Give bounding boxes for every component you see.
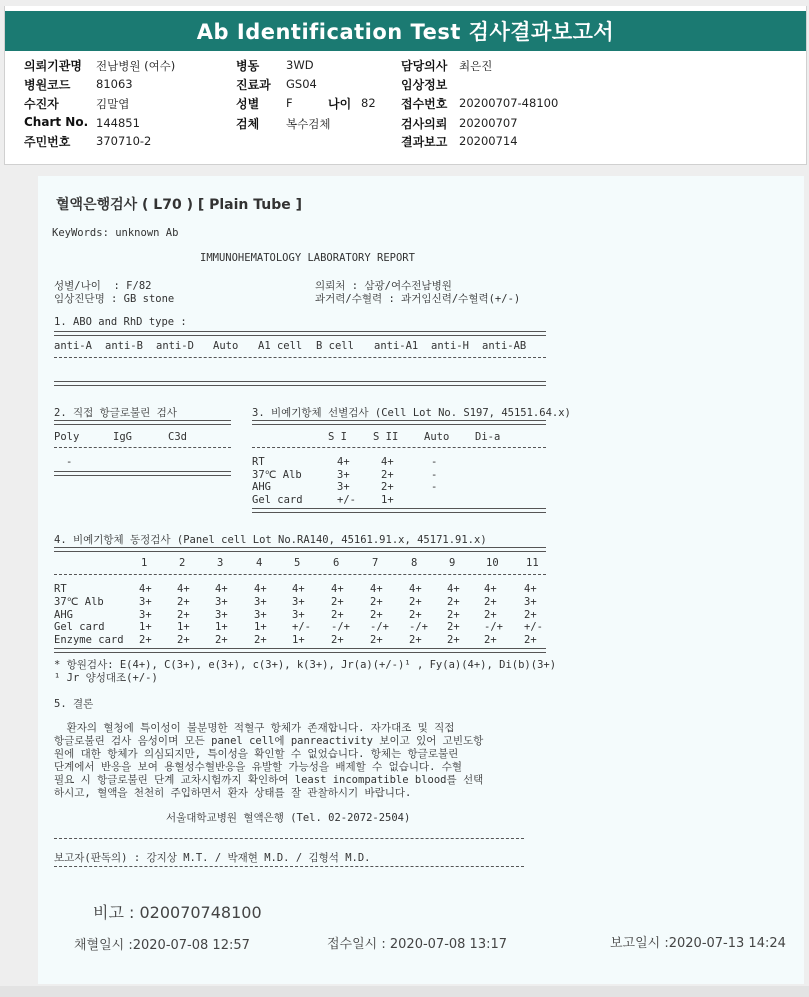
history-line: 과거력/수혈력 : 과거임신력/수혈력(+/-) bbox=[315, 293, 521, 305]
panel-column-header: 10 bbox=[486, 557, 499, 569]
panel-cell-value: 2+ bbox=[331, 608, 344, 621]
age-value: 82 bbox=[361, 96, 376, 110]
divider bbox=[54, 547, 546, 552]
panel-cell-value: 1+ bbox=[139, 621, 152, 634]
screen-si-value: 4+ bbox=[337, 456, 350, 468]
panel-cell-value: 2+ bbox=[409, 608, 422, 621]
abo-header: anti-B bbox=[105, 340, 143, 352]
panel-cell-value: 2+ bbox=[370, 608, 383, 621]
section-3-title: 3. 비예기항체 선별검사 (Cell Lot No. S197, 45151.64.x) bbox=[252, 407, 571, 419]
panel-cell-value: +/- bbox=[292, 621, 311, 634]
panel-cell-value: 2+ bbox=[177, 595, 190, 608]
panel-cell-value: 2+ bbox=[254, 634, 267, 647]
panel-cell-value: 1+ bbox=[254, 621, 267, 634]
antigen-note: * 항원검사: E(4+), C(3+), e(3+), c(3+), k(3+), Jr(a)(+/-)¹ , Fy(a)(4+), Di(b)(3+) bbox=[54, 659, 557, 671]
abo-header: anti-H bbox=[431, 340, 469, 352]
conclusion-line: 항글로불린 검사 음성이며 모든 panel cell에 panreactivity 보이고 있어 고빈도항 bbox=[54, 735, 484, 747]
panel-cell-value: 2+ bbox=[484, 608, 497, 621]
screen-auto-value: - bbox=[431, 456, 438, 468]
panel-cell-value: -/+ bbox=[331, 621, 350, 634]
dept-label: 진료과 bbox=[236, 78, 271, 92]
conclusion-line: 원에 대한 항체가 의심되지만, 특이성을 확인할 수 없었습니다. 항체는 항글로불린 bbox=[54, 748, 459, 760]
panel-cell-value: 2+ bbox=[447, 634, 460, 647]
panel-cell-value: 1+ bbox=[215, 621, 228, 634]
conclusion-line: 필요 시 항글로불린 단계 교차시험까지 확인하여 least incompatible blood를 선택 bbox=[54, 774, 484, 786]
institution-value: 전남병원 (여수) bbox=[96, 59, 176, 73]
screen-auto-value: - bbox=[431, 481, 438, 493]
abo-header: anti-A1 bbox=[374, 340, 419, 352]
panel-column-header: 3 bbox=[217, 557, 224, 569]
panel-cell-value: 4+ bbox=[292, 583, 305, 595]
panel-cell-value: 3+ bbox=[254, 608, 267, 621]
report-date-label: 결과보고 bbox=[401, 135, 448, 149]
divider bbox=[54, 357, 546, 358]
remark: 비고 : 020070748100 bbox=[93, 903, 262, 922]
screen-sii-value: 2+ bbox=[381, 468, 394, 481]
panel-cell-value: 2+ bbox=[524, 608, 537, 621]
screen-header-dia: Di-a bbox=[475, 431, 501, 443]
panel-column-header: 1 bbox=[141, 557, 148, 569]
sex-age-line: 성별/나이 : F/82 bbox=[54, 280, 152, 292]
screen-sii-value: 4+ bbox=[381, 456, 394, 468]
panel-cell-value: 2+ bbox=[331, 634, 344, 647]
panel-cell-value: 2+ bbox=[484, 634, 497, 647]
panel-cell-value: 4+ bbox=[215, 583, 228, 595]
panel-column-header: 6 bbox=[333, 557, 340, 569]
panel-cell-value: 2+ bbox=[484, 595, 497, 608]
screen-row-label: Gel card bbox=[252, 493, 303, 506]
panel-cell-value: 2+ bbox=[139, 634, 152, 647]
divider bbox=[54, 574, 546, 575]
screen-si-value: 3+ bbox=[337, 481, 350, 493]
panel-cell-value: 2+ bbox=[447, 608, 460, 621]
age-label: 나이 bbox=[328, 97, 352, 111]
receipt-no-label: 접수번호 bbox=[401, 97, 448, 111]
divider bbox=[54, 866, 524, 867]
ward-label: 병동 bbox=[236, 59, 260, 73]
panel-column-header: 4 bbox=[256, 557, 263, 569]
diagnosis-line: 임상진단명 : GB stone bbox=[54, 293, 175, 305]
page-title: Ab Identification Test 검사결과보고서 bbox=[5, 11, 806, 51]
report-date-value: 20200714 bbox=[459, 134, 518, 148]
doctor-value: 최은진 bbox=[459, 59, 493, 73]
section-1-title: 1. ABO and RhD type : bbox=[54, 316, 187, 328]
abo-header: Auto bbox=[213, 340, 239, 352]
panel-cell-value: 4+ bbox=[409, 583, 422, 595]
panel-cell-value: 3+ bbox=[292, 608, 305, 621]
panel-column-header: 11 bbox=[526, 557, 539, 569]
divider bbox=[54, 838, 524, 839]
screen-header-sii: S II bbox=[373, 431, 399, 443]
panel-cell-value: 2+ bbox=[409, 595, 422, 608]
jr-note: ¹ Jr 양성대조(+/-) bbox=[54, 672, 158, 684]
divider bbox=[54, 447, 231, 448]
panel-cell-value: 2+ bbox=[409, 634, 422, 647]
panel-cell-value: 4+ bbox=[447, 583, 460, 595]
panel-column-header: 2 bbox=[179, 557, 186, 569]
dat-header-c3d: C3d bbox=[168, 431, 187, 443]
panel-row-label: RT bbox=[54, 583, 67, 595]
report-title: 혈액은행검사 ( L70 ) [ Plain Tube ] bbox=[56, 197, 303, 213]
panel-cell-value: 3+ bbox=[524, 595, 537, 608]
sex-value: F bbox=[286, 96, 293, 110]
institution-label: 의뢰기관명 bbox=[24, 59, 82, 73]
panel-cell-value: 2+ bbox=[215, 634, 228, 647]
panel-cell-value: -/+ bbox=[370, 621, 389, 634]
hospital-code-value: 81063 bbox=[96, 77, 133, 91]
divider bbox=[252, 420, 546, 425]
conclusion-line: 하시고, 혈액을 천천히 주입하면서 환자 상태를 잘 관찰하시기 바랍니다. bbox=[54, 787, 412, 799]
clinical-label: 임상정보 bbox=[401, 78, 448, 92]
panel-column-header: 8 bbox=[411, 557, 418, 569]
screen-header-si: S I bbox=[328, 431, 347, 443]
screen-auto-value: - bbox=[431, 468, 438, 481]
section-4-title: 4. 비예기항체 동정검사 (Panel cell Lot No.RA140, 45161.91.x, 45171.91.x) bbox=[54, 534, 487, 546]
divider bbox=[54, 471, 231, 476]
divider bbox=[252, 447, 546, 448]
specimen-label: 검체 bbox=[236, 117, 260, 131]
divider bbox=[54, 331, 546, 336]
panel-row-label: Gel card bbox=[54, 621, 105, 634]
panel-cell-value: 1+ bbox=[177, 621, 190, 634]
report-body bbox=[38, 176, 804, 984]
panel-cell-value: 3+ bbox=[139, 608, 152, 621]
panel-column-header: 7 bbox=[372, 557, 379, 569]
panel-cell-value: -/+ bbox=[409, 621, 428, 634]
screen-row-label: 37℃ Alb bbox=[252, 468, 302, 481]
panel-cell-value: 2+ bbox=[177, 634, 190, 647]
dat-header-igg: IgG bbox=[113, 431, 132, 443]
screen-sii-value: 1+ bbox=[381, 493, 394, 506]
divider bbox=[54, 648, 546, 653]
panel-cell-value: 2+ bbox=[447, 621, 460, 634]
reported-time: 보고일시 :2020-07-13 14:24 bbox=[610, 936, 786, 951]
ward-value: 3WD bbox=[286, 58, 314, 72]
divider bbox=[54, 420, 231, 425]
panel-row-label: 37℃ Alb bbox=[54, 595, 104, 608]
panel-cell-value: 2+ bbox=[447, 595, 460, 608]
panel-cell-value: 2+ bbox=[524, 634, 537, 647]
panel-cell-value: +/- bbox=[524, 621, 543, 634]
panel-cell-value: 4+ bbox=[370, 583, 383, 595]
panel-row-label: AHG bbox=[54, 608, 73, 621]
dept-value: GS04 bbox=[286, 77, 317, 91]
panel-cell-value: 3+ bbox=[254, 595, 267, 608]
panel-cell-value: 2+ bbox=[370, 595, 383, 608]
panel-cell-value: 4+ bbox=[139, 583, 152, 595]
hospital-code-label: 병원코드 bbox=[24, 78, 71, 92]
collected-time: 채혈일시 :2020-07-08 12:57 bbox=[74, 938, 250, 953]
referrer-line: 의뢰처 : 삼광/여수전남병원 bbox=[315, 280, 452, 292]
section-5-title: 5. 결론 bbox=[54, 698, 94, 710]
request-label: 검사의뢰 bbox=[401, 117, 448, 131]
panel-column-header: 9 bbox=[449, 557, 456, 569]
panel-cell-value: 3+ bbox=[215, 595, 228, 608]
panel-cell-value: 4+ bbox=[484, 583, 497, 595]
panel-cell-value: 2+ bbox=[370, 634, 383, 647]
divider bbox=[252, 508, 546, 513]
abo-header: B cell bbox=[316, 340, 354, 352]
panel-cell-value: -/+ bbox=[484, 621, 503, 634]
sex-label: 성별 bbox=[236, 97, 260, 111]
panel-cell-value: 2+ bbox=[331, 595, 344, 608]
reporter-line: 보고자(판독의) : 강지상 M.T. / 박재현 M.D. / 김형석 M.D. bbox=[54, 852, 371, 864]
panel-cell-value: 2+ bbox=[177, 608, 190, 621]
panel-cell-value: 4+ bbox=[254, 583, 267, 595]
panel-row-label: Enzyme card bbox=[54, 634, 124, 647]
abo-header: anti-D bbox=[156, 340, 194, 352]
receipt-no-value: 20200707-48100 bbox=[459, 96, 559, 110]
screen-si-value: +/- bbox=[337, 493, 356, 506]
lab-report-heading: IMMUNOHEMATOLOGY LABORATORY REPORT bbox=[200, 252, 415, 264]
chart-no-value: 144851 bbox=[96, 116, 140, 130]
screen-header-auto: Auto bbox=[424, 431, 450, 443]
panel-cell-value: 4+ bbox=[177, 583, 190, 595]
abo-header: A1 cell bbox=[258, 340, 303, 352]
request-value: 20200707 bbox=[459, 116, 518, 130]
dat-header-poly: Poly bbox=[54, 431, 80, 443]
screen-row-label: RT bbox=[252, 456, 265, 468]
resident-no-label: 주민번호 bbox=[24, 135, 71, 149]
divider bbox=[54, 381, 546, 386]
section-2-title: 2. 직접 항글로불린 검사 bbox=[54, 407, 177, 419]
screen-sii-value: 2+ bbox=[381, 481, 394, 493]
conclusion-line: 단계에서 반응을 보여 용혈성수혈반응을 유발할 가능성을 배제할 수 없습니다. 수혈 bbox=[54, 761, 463, 773]
panel-cell-value: 4+ bbox=[331, 583, 344, 595]
dat-value: - bbox=[66, 456, 73, 468]
patient-value: 김말엽 bbox=[96, 97, 130, 111]
abo-header: anti-A bbox=[54, 340, 92, 352]
panel-cell-value: 3+ bbox=[292, 595, 305, 608]
panel-cell-value: 4+ bbox=[524, 583, 537, 595]
received-time: 접수일시 : 2020-07-08 13:17 bbox=[327, 937, 508, 952]
patient-label: 수진자 bbox=[24, 97, 59, 111]
panel-cell-value: 3+ bbox=[215, 608, 228, 621]
keywords: KeyWords: unknown Ab bbox=[52, 227, 179, 239]
report-header bbox=[4, 6, 807, 165]
resident-no-value: 370710-2 bbox=[96, 134, 152, 148]
screen-row-label: AHG bbox=[252, 481, 271, 493]
doctor-label: 담당의사 bbox=[401, 59, 448, 73]
bottom-strip bbox=[0, 986, 809, 997]
panel-cell-value: 1+ bbox=[292, 634, 305, 647]
specimen-value: 복수검체 bbox=[286, 117, 331, 131]
screen-si-value: 3+ bbox=[337, 468, 350, 481]
chart-no-label: Chart No. bbox=[24, 115, 89, 129]
abo-header: anti-AB bbox=[482, 340, 527, 352]
conclusion-line: 환자의 혈청에 특이성이 불분명한 적혈구 항체가 존재합니다. 자가대조 및 직접 bbox=[54, 722, 455, 734]
panel-cell-value: 3+ bbox=[139, 595, 152, 608]
bloodbank-line: 서울대학교병원 혈액은행 (Tel. 02-2072-2504) bbox=[166, 812, 411, 824]
panel-column-header: 5 bbox=[294, 557, 301, 569]
